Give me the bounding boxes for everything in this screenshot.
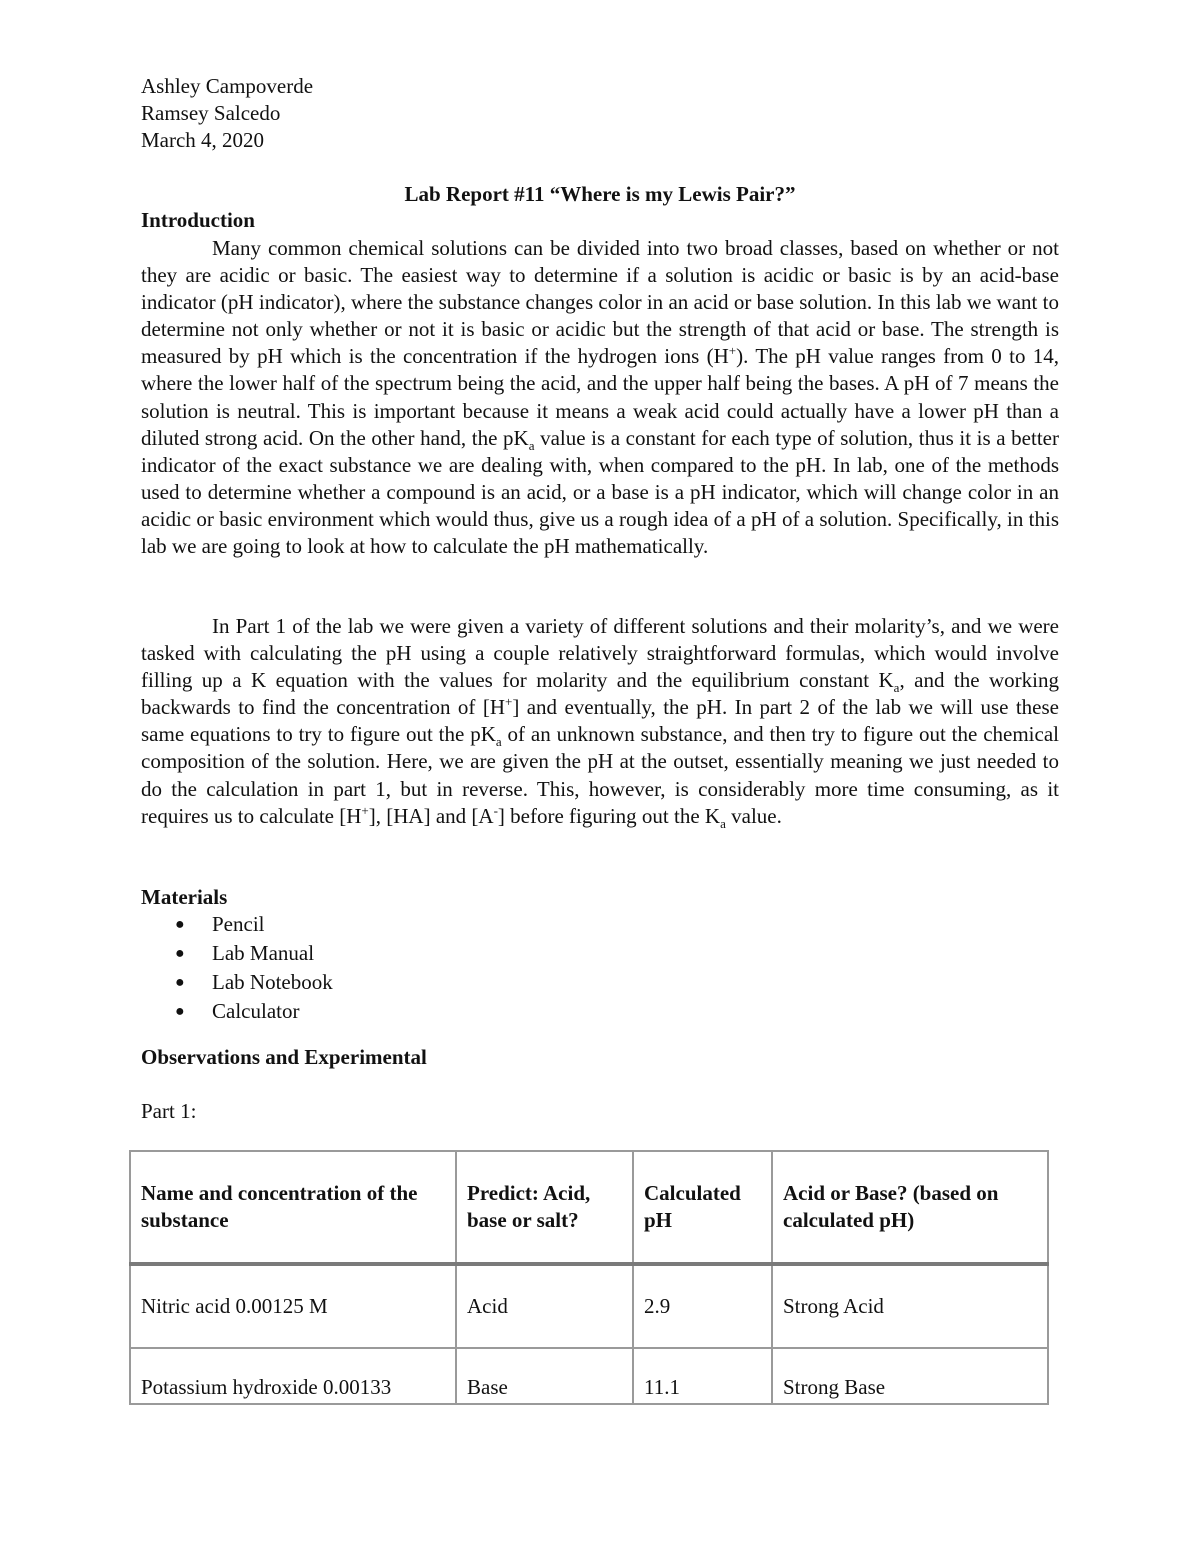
- report-date: March 4, 2020: [141, 128, 265, 152]
- table-header-row: [130, 1151, 1048, 1264]
- report-title: Lab Report #11 “Where is my Lewis Pair?”: [404, 182, 796, 206]
- author-name-1: Ashley Campoverde: [141, 74, 314, 98]
- bullet-icon: ●: [175, 945, 185, 962]
- column-header: Calculated pH: [633, 1151, 772, 1264]
- table-cell: 11.1: [633, 1348, 772, 1404]
- table-row: [130, 1264, 1048, 1348]
- author-name-2: Ramsey Salcedo: [141, 101, 281, 125]
- list-item: ● Lab Notebook: [141, 968, 333, 997]
- observations-heading: Observations and Experimental: [141, 1045, 427, 1069]
- table-cell: Base: [456, 1348, 633, 1404]
- column-header: Acid or Base? (based on calculated pH): [772, 1151, 1048, 1264]
- table-cell: Potassium hydroxide 0.00133: [130, 1348, 456, 1404]
- introduction-paragraph-1: Many common chemical solutions can be divided into two broad classes, based on whether or not they are acidic or basic. The easiest way to determine if a solution is acidic or basic is by an acid-base indicator (pH indicator), where the substance changes color in an acid or base solution. In this lab we want to determine not only whether or not it is basic or acidic but the strength of that acid or base. The strength is measured by pH which is the concentration if the hydrogen ions (H+). The pH value ranges from 0 to 14, where the lower half of the spectrum being the acid, and the upper half being the bases. A pH of 7 means the solution is neutral. This is important because it means a weak acid could actually have a lower pH than a diluted strong acid. On the other hand, the $pK_a$ value is a constant for each type of solution, thus it is a better indicator of the exact substance we are dealing with, when compared to the pH. In lab, one of the methods used to determine whether a compound is an acid, or a base is a pH indicator, which will change color in an acidic or basic environment which would thus, give us a rough idea of a pH of a solution. Specifically, in this lab we are going to look at how to calculate the pH mathematically.: [141, 236, 1060, 559]
- table-row: [130, 1348, 1048, 1404]
- bullet-icon: ●: [175, 916, 185, 933]
- table-cell: Nitric acid 0.00125 M: [130, 1264, 456, 1348]
- list-item: ● Lab Manual: [141, 939, 333, 968]
- column-header: Name and concentration of the substance: [130, 1151, 456, 1264]
- table-cell: Strong Base: [772, 1348, 1048, 1404]
- materials-heading: Materials: [141, 885, 228, 909]
- table-cell: 2.9: [633, 1264, 772, 1348]
- bullet-icon: ●: [175, 974, 185, 991]
- bullet-icon: ●: [175, 1003, 185, 1020]
- materials-list: [141, 910, 333, 1026]
- introduction-paragraph-2: In Part 1 of the lab we were given a variety of different solutions and their molarity’s, and we were tasked with calculating the pH using a couple relatively straightforward formulas, which would involve filling up a K equation with the values for molarity and the equilibrium constant $K_a$, and the working backwards to find the concentration of [H+] and eventually, the pH. In part 2 of the lab we will use these same equations to try to figure out the $pK_a$ of an unknown substance, and then try to figure out the chemical composition of the solution. Here, we are given the pH at the outset, essentially meaning we just needed to do the calculation in part 1, but in reverse. This, however, is considerably more time consuming, as it requires us to calculate [H+], [HA] and [A-] before figuring out the $K_a$ value.: [141, 614, 1059, 831]
- column-header: Predict: Acid, base or salt?: [456, 1151, 633, 1264]
- list-item: ● Pencil: [141, 910, 333, 939]
- results-table: [129, 1150, 1049, 1405]
- list-item: ● Calculator: [141, 997, 333, 1026]
- part-label: Part 1:: [141, 1099, 197, 1123]
- table-cell: Strong Acid: [772, 1264, 1048, 1348]
- introduction-heading: Introduction: [141, 208, 255, 232]
- table-cell: Acid: [456, 1264, 633, 1348]
